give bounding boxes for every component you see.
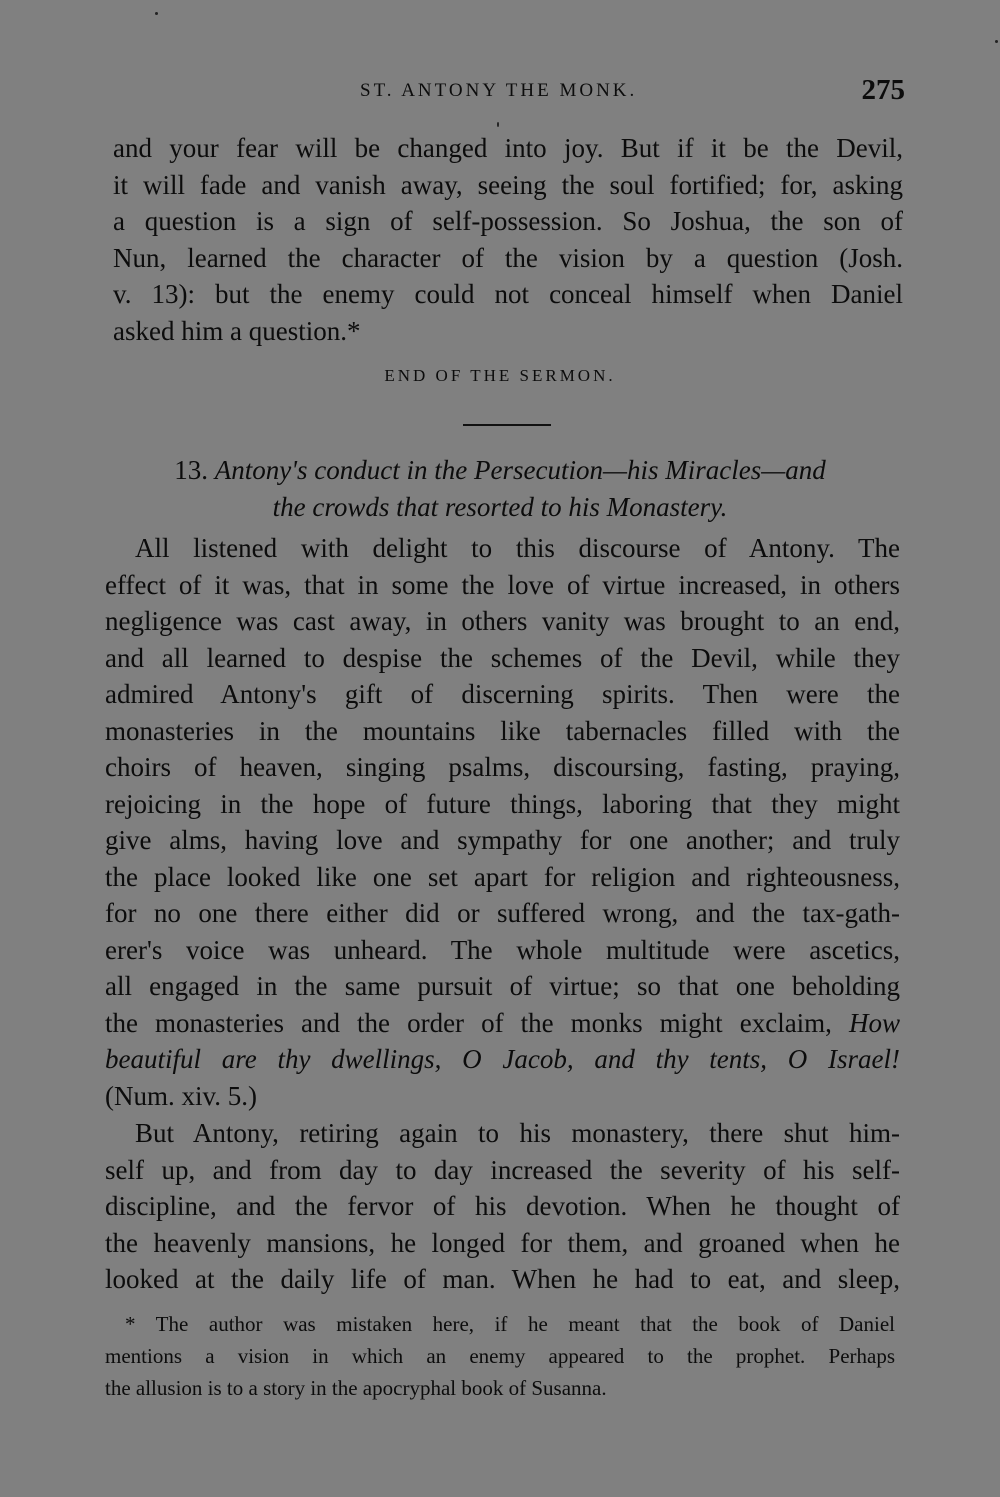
text-line: Nun, learned the character of the vision by a question (Josh. xyxy=(113,242,903,273)
text-line: looked at the daily life of man. When he had to eat, and sleep, xyxy=(105,1264,900,1294)
text-line: asked him a question.* xyxy=(113,315,361,346)
section-heading-line-2 xyxy=(100,489,900,526)
text-line: and your fear will be changed into joy. But if it be the Devil, xyxy=(113,133,903,163)
scripture-quote: beautiful are thy dwellings, O Jacob, and thy tents, O Israel! xyxy=(105,1044,900,1074)
text-line: admired Antony's gift of discerning spirits. Then were the xyxy=(105,679,900,709)
section-heading xyxy=(100,452,900,526)
text-line: choirs of heaven, singing psalms, discoursing, fasting, praying, xyxy=(105,752,900,782)
text-line: effect of it was, that in some the love of virtue increased, in others xyxy=(105,569,900,600)
scripture-citation: (Num. xiv. 5.) xyxy=(105,1080,257,1111)
section-divider xyxy=(463,424,551,426)
text-line-with-italic xyxy=(105,1005,900,1042)
running-head xyxy=(110,76,905,112)
section-title-part-1: Antony's conduct in the Persecution—his Miracles—and xyxy=(214,455,826,485)
section-heading-line-1 xyxy=(100,452,900,489)
text-line: and all learned to despise the schemes of the Devil, while they xyxy=(105,642,900,673)
text-line: All listened with delight to this discourse of Antony. The xyxy=(135,533,900,563)
top-paragraph xyxy=(113,130,903,349)
paragraph-2 xyxy=(105,1115,900,1298)
text-line: self up, and from day to day increased the severity of his self- xyxy=(105,1154,900,1185)
footnote-line: * The author was mistaken here, if he meant that the book of Daniel xyxy=(125,1312,895,1336)
text-line-part: the monasteries and the order of the monks might exclaim, xyxy=(105,1007,832,1038)
footnote-line: the allusion is to a story in the apocryphal book of Susanna. xyxy=(105,1376,607,1400)
text-line: discipline, and the fervor of his devotion. When he thought of xyxy=(105,1191,900,1221)
text-line: the heavenly mansions, he longed for them, and groaned when he xyxy=(105,1227,900,1258)
section-number: 13. xyxy=(174,455,209,485)
text-line: it will fade and vanish away, seeing the soul fortified; for, asking xyxy=(113,169,903,200)
text-line: for no one there either did or suffered wrong, and the tax-gath- xyxy=(105,898,900,928)
text-line: monasteries in the mountains like tabernacles filled with the xyxy=(105,715,900,746)
text-line: erer's voice was unheard. The whole multitude were ascetics, xyxy=(105,934,900,965)
text-line: a question is a sign of self-possession. So Joshua, the son of xyxy=(113,206,903,236)
text-line: all engaged in the same pursuit of virtue; so that one beholding xyxy=(105,971,900,1001)
footnote-line: mentions a vision in which an enemy appeared to the prophet. Perhaps xyxy=(105,1344,895,1368)
footnote xyxy=(105,1308,895,1404)
end-of-sermon: END OF THE SERMON. xyxy=(384,366,616,385)
text-line: v. 13): but the enemy could not conceal himself when Daniel xyxy=(113,279,903,309)
text-line: negligence was cast away, in others vanity was brought to an end, xyxy=(105,606,900,636)
paragraph-1 xyxy=(105,530,900,1114)
scripture-quote-line xyxy=(105,1041,900,1078)
scripture-quote-start: How xyxy=(848,1007,900,1038)
text-line: rejoicing in the hope of future things, laboring that they might xyxy=(105,788,900,819)
section-title-part-2: the crowds that resorted to his Monastery. xyxy=(272,492,728,522)
text-line: give alms, having love and sympathy for one another; and truly xyxy=(105,825,900,855)
page-number: 275 xyxy=(861,74,905,106)
running-title: ST. ANTONY THE MONK. xyxy=(360,80,638,101)
text-line: the place looked like one set apart for religion and righteousness, xyxy=(105,861,900,892)
text-line: But Antony, retiring again to his monastery, there shut him- xyxy=(135,1118,900,1148)
